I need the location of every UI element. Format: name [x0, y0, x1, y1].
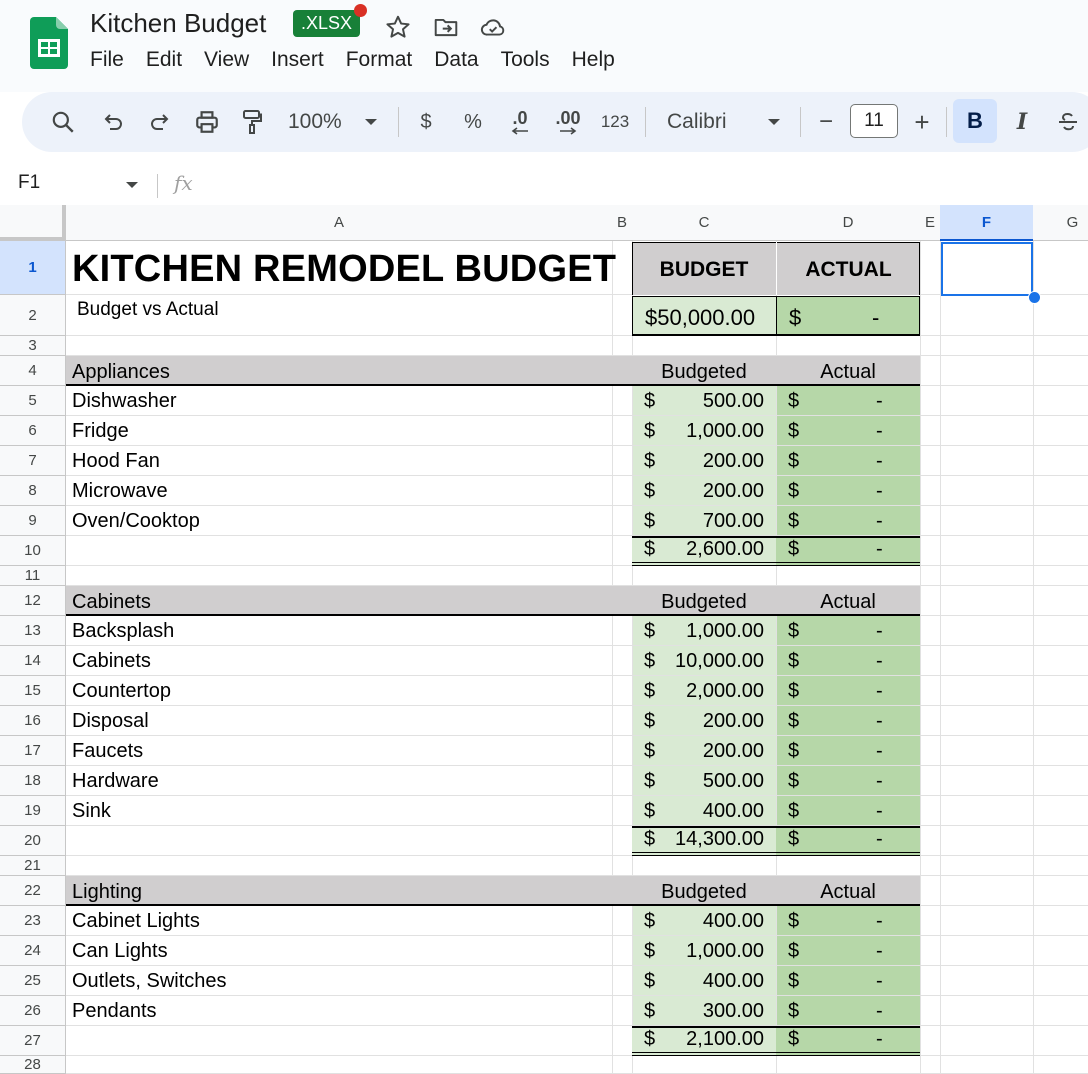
italic-button[interactable]	[1008, 92, 1036, 152]
item-name: Hardware	[72, 770, 159, 792]
currency-symbol: $	[788, 800, 800, 822]
toolbar-divider	[800, 107, 801, 137]
item-name: Dishwasher	[72, 390, 177, 412]
budget-amount: 200.00	[702, 710, 764, 732]
section-total-budget: 2,100.00	[686, 1028, 764, 1050]
section-title: Appliances	[72, 361, 170, 383]
row-header-6[interactable]: 6	[0, 416, 66, 446]
item-name: Countertop	[72, 680, 171, 702]
sheets-logo-icon[interactable]	[30, 17, 68, 69]
increase-decimal-button[interactable]	[550, 92, 586, 152]
redo-button[interactable]	[145, 92, 173, 152]
actual-header: ACTUAL	[805, 258, 892, 281]
budget-amount: 200.00	[702, 740, 764, 762]
notification-dot	[354, 4, 367, 17]
actual-amount: -	[876, 710, 883, 732]
menu-help[interactable]: Help	[571, 48, 615, 71]
caret-down-icon	[767, 117, 781, 127]
budget-amount: 200.00	[702, 480, 764, 502]
item-name: Pendants	[72, 1000, 157, 1022]
row-header-25[interactable]: 25	[0, 966, 66, 996]
row-header-3[interactable]: 3	[0, 336, 66, 356]
redo-icon	[147, 110, 171, 134]
currency-symbol: $	[788, 710, 800, 732]
currency-symbol: $	[788, 828, 800, 850]
more-formats-button[interactable]	[598, 92, 632, 152]
move-folder-icon[interactable]	[433, 14, 459, 40]
font-dropdown-button[interactable]	[763, 92, 785, 152]
row-header-5[interactable]: 5	[0, 386, 66, 416]
row-header-8[interactable]: 8	[0, 476, 66, 506]
budget-amount: 500.00	[702, 390, 764, 412]
strikethrough-button[interactable]	[1054, 92, 1082, 152]
decrease-decimal-button[interactable]	[504, 92, 536, 152]
column-header-f[interactable]: F	[940, 205, 1034, 241]
currency-format-button[interactable]	[414, 92, 438, 152]
row-header-13[interactable]: 13	[0, 616, 66, 646]
row-header-10[interactable]: 10	[0, 536, 66, 566]
budget-amount: 700.00	[702, 510, 764, 532]
actual-amount: -	[876, 940, 883, 962]
menu-data[interactable]: Data	[434, 48, 479, 71]
currency-symbol: $	[788, 970, 800, 992]
budget-amount: 1,000.00	[686, 420, 764, 442]
actual-column-label: Actual	[820, 881, 876, 903]
undo-icon	[102, 110, 126, 134]
item-name: Faucets	[72, 740, 144, 762]
caret-down-icon	[364, 117, 378, 127]
menu-format[interactable]: Format	[345, 48, 413, 71]
fill-handle[interactable]	[1028, 291, 1041, 304]
selected-cell-f1[interactable]	[941, 242, 1033, 296]
currency-symbol: $	[644, 800, 656, 822]
currency-symbol: $	[788, 680, 800, 702]
total-budget-value: $50,000.00	[645, 305, 756, 330]
budget-amount: 400.00	[702, 910, 764, 932]
budget-amount: 300.00	[702, 1000, 764, 1022]
currency-symbol: $	[644, 390, 656, 412]
menu-tools[interactable]: Tools	[500, 48, 550, 71]
budgeted-column-label: Budgeted	[661, 881, 747, 903]
menu-file[interactable]: File	[90, 48, 124, 71]
print-button[interactable]	[192, 92, 222, 152]
percent-label: %	[464, 110, 482, 133]
paint-format-icon	[240, 109, 264, 135]
font-family-value: Calibri	[667, 110, 727, 133]
actual-amount: -	[876, 450, 883, 472]
row-header-17[interactable]: 17	[0, 736, 66, 766]
minus-icon: −	[818, 108, 833, 135]
name-box[interactable]: F1	[18, 172, 41, 193]
row-header-23[interactable]: 23	[0, 906, 66, 936]
currency-symbol: $	[788, 620, 800, 642]
row-header-24[interactable]: 24	[0, 936, 66, 966]
file-type-badge[interactable]: .XLSX	[293, 10, 360, 37]
spreadsheet-grid	[0, 205, 1088, 1074]
row-header-11[interactable]: 11	[0, 566, 66, 586]
currency-symbol: $	[644, 740, 656, 762]
currency-symbol: $	[644, 828, 656, 850]
column-header-c[interactable]: C	[632, 205, 777, 241]
section-total-actual: -	[876, 828, 883, 850]
currency-symbol: $	[788, 510, 800, 532]
budget-amount: 1,000.00	[686, 940, 764, 962]
currency-symbol: $	[644, 710, 656, 732]
budget-amount: 1,000.00	[686, 620, 764, 642]
menu-insert[interactable]: Insert	[271, 48, 324, 71]
star-icon[interactable]	[385, 14, 411, 40]
increase-decimal-label: .00	[555, 108, 581, 128]
toolbar-divider	[946, 107, 947, 137]
currency-symbol: $	[788, 1000, 800, 1022]
currency-symbol: $	[644, 910, 656, 932]
actual-column-label: Actual	[820, 591, 876, 613]
actual-amount: -	[876, 1000, 883, 1022]
budget-amount: 2,000.00	[686, 680, 764, 702]
actual-amount: -	[876, 480, 883, 502]
currency-symbol: $	[788, 390, 800, 412]
formula-input[interactable]	[215, 172, 1075, 198]
column-header-b[interactable]: B	[612, 205, 633, 241]
item-name: Sink	[72, 800, 111, 822]
actual-amount: -	[876, 740, 883, 762]
budget-amount: 400.00	[702, 970, 764, 992]
currency-symbol: $	[644, 1028, 656, 1050]
arrow-left-icon	[511, 127, 529, 135]
more-formats-label: 123	[600, 112, 630, 131]
percent-format-button[interactable]	[460, 92, 486, 152]
currency-symbol: $	[788, 420, 800, 442]
item-name: Can Lights	[72, 940, 168, 962]
currency-symbol: $	[788, 740, 800, 762]
currency-symbol: $	[788, 480, 800, 502]
section-total-actual: -	[876, 538, 883, 560]
item-name: Microwave	[72, 480, 168, 502]
search-menus-button[interactable]	[48, 92, 78, 152]
row-header-9[interactable]: 9	[0, 506, 66, 536]
zoom-value: 100%	[288, 110, 342, 133]
item-name: Fridge	[72, 420, 129, 442]
actual-amount: -	[876, 800, 883, 822]
actual-amount: -	[876, 910, 883, 932]
actual-amount: -	[876, 420, 883, 442]
currency-symbol: $	[788, 650, 800, 672]
column-header-e[interactable]: E	[920, 205, 941, 241]
total-actual-value: -	[872, 305, 880, 330]
currency-symbol: $	[644, 420, 656, 442]
font-size-input[interactable]: 11	[850, 104, 898, 138]
item-name: Hood Fan	[72, 450, 160, 472]
actual-amount: -	[876, 770, 883, 792]
column-header-g[interactable]: G	[1033, 205, 1088, 241]
paint-format-button[interactable]	[238, 92, 266, 152]
actual-amount: -	[876, 620, 883, 642]
section-title: Cabinets	[72, 591, 151, 613]
menu-view[interactable]: View	[204, 48, 250, 71]
toolbar-divider	[645, 107, 646, 137]
budget-amount: 400.00	[702, 800, 764, 822]
item-name: Backsplash	[72, 620, 175, 642]
increase-font-size-button[interactable]	[910, 92, 934, 152]
undo-button[interactable]	[100, 92, 128, 152]
budget-amount: 200.00	[702, 450, 764, 472]
font-family-select[interactable]	[667, 92, 747, 152]
search-icon	[50, 109, 76, 135]
actual-amount: -	[876, 970, 883, 992]
italic-label: I	[1016, 109, 1028, 135]
currency-symbol: $	[644, 940, 656, 962]
item-name: Cabinets	[72, 650, 151, 672]
row-header-14[interactable]: 14	[0, 646, 66, 676]
currency-symbol: $	[788, 940, 800, 962]
menu-edit[interactable]: Edit	[145, 48, 183, 71]
item-name: Disposal	[72, 710, 149, 732]
bold-button[interactable]: B	[953, 99, 997, 143]
row-header-27[interactable]: 27	[0, 1026, 66, 1056]
actual-column-label: Actual	[820, 361, 876, 383]
plus-icon: +	[914, 106, 930, 137]
currency-symbol: $	[644, 970, 656, 992]
formula-divider	[157, 174, 158, 198]
currency-symbol: $	[788, 1028, 800, 1050]
sheet-subtitle: Budget vs Actual	[77, 299, 219, 320]
row-header-2[interactable]: 2	[0, 295, 66, 336]
currency-symbol: $	[788, 770, 800, 792]
arrow-right-icon	[559, 127, 577, 135]
currency-symbol: $	[788, 538, 800, 560]
fx-icon: fx	[174, 171, 193, 195]
column-header-a[interactable]: A	[66, 205, 613, 241]
currency-symbol: $	[644, 510, 656, 532]
decrease-font-size-button[interactable]	[814, 92, 838, 152]
row-header-18[interactable]: 18	[0, 766, 66, 796]
row-header-7[interactable]: 7	[0, 446, 66, 476]
toolbar-divider	[398, 107, 399, 137]
currency-symbol: $	[644, 680, 656, 702]
section-title: Lighting	[72, 881, 143, 903]
currency-symbol: $	[644, 480, 656, 502]
print-icon	[194, 109, 220, 135]
row-header-19[interactable]: 19	[0, 796, 66, 826]
budget-header: BUDGET	[659, 258, 749, 281]
section-total-budget: 2,600.00	[686, 538, 764, 560]
row-header-12[interactable]: 12	[0, 586, 66, 616]
item-name: Outlets, Switches	[72, 970, 227, 992]
decrease-decimal-label: .0	[512, 108, 528, 128]
budgeted-column-label: Budgeted	[661, 361, 747, 383]
actual-amount: -	[876, 650, 883, 672]
row-header-21[interactable]: 21	[0, 856, 66, 876]
actual-amount: -	[876, 680, 883, 702]
currency-symbol: $	[644, 1000, 656, 1022]
budgeted-column-label: Budgeted	[661, 591, 747, 613]
row-header-26[interactable]: 26	[0, 996, 66, 1026]
total-actual-symbol: $	[789, 305, 802, 330]
currency-symbol: $	[644, 650, 656, 672]
budget-amount: 10,000.00	[675, 650, 764, 672]
currency-symbol: $	[644, 770, 656, 792]
select-all-corner[interactable]	[0, 205, 66, 241]
row-header-4[interactable]: 4	[0, 356, 66, 386]
zoom-select[interactable]	[288, 92, 348, 152]
section-total-budget: 14,300.00	[675, 828, 764, 850]
name-box-dropdown-icon[interactable]	[125, 180, 139, 190]
currency-symbol: $	[644, 450, 656, 472]
currency-label: $	[420, 110, 432, 133]
zoom-dropdown-button[interactable]	[360, 92, 382, 152]
currency-symbol: $	[644, 620, 656, 642]
actual-amount: -	[876, 390, 883, 412]
currency-symbol: $	[788, 910, 800, 932]
section-total-actual: -	[876, 1028, 883, 1050]
item-name: Oven/Cooktop	[72, 510, 200, 532]
actual-amount: -	[876, 510, 883, 532]
cloud-saved-icon[interactable]	[480, 14, 506, 40]
item-name: Cabinet Lights	[72, 910, 200, 932]
row-header-15[interactable]: 15	[0, 676, 66, 706]
row-header-28[interactable]: 28	[0, 1056, 66, 1074]
row-header-1[interactable]: 1	[0, 241, 66, 295]
row-header-22[interactable]: 22	[0, 876, 66, 906]
row-header-16[interactable]: 16	[0, 706, 66, 736]
menu-bar	[90, 48, 637, 72]
column-header-d[interactable]: D	[776, 205, 921, 241]
strikethrough-icon	[1056, 110, 1080, 134]
document-title[interactable]: Kitchen Budget	[90, 8, 267, 38]
currency-symbol: $	[788, 450, 800, 472]
budget-amount: 500.00	[702, 770, 764, 792]
currency-symbol: $	[644, 538, 656, 560]
row-header-20[interactable]: 20	[0, 826, 66, 856]
sheet-title: KITCHEN REMODEL BUDGET	[72, 248, 617, 290]
